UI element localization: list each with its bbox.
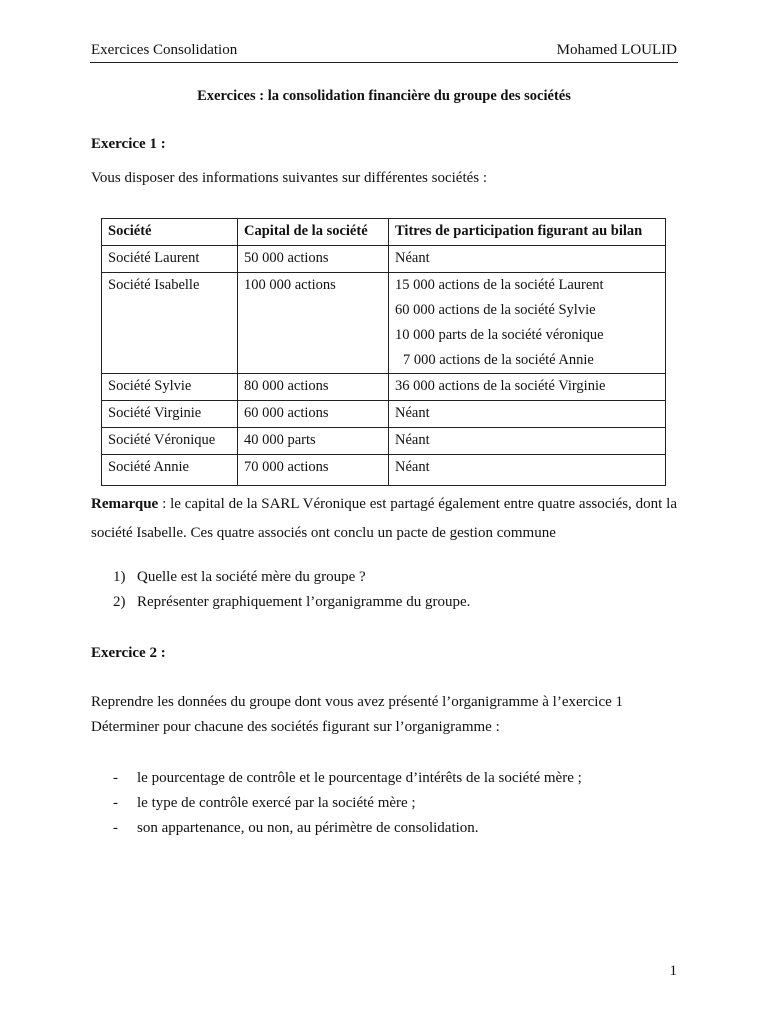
cell-titres: 36 000 actions de la société Virginie [389, 374, 666, 401]
cell-capital: 50 000 actions [238, 246, 389, 273]
question-number: 1) [113, 569, 126, 585]
titre-line: 7 000 actions de la société Annie [403, 352, 594, 368]
document-title: Exercices : la consolidation financière du groupe des sociétés [197, 88, 571, 104]
cell-societe: Société Laurent [102, 246, 238, 273]
bullet-item [113, 795, 416, 812]
header-left: Exercices Consolidation [91, 42, 238, 58]
cell-capital: 70 000 actions [238, 455, 389, 486]
bullet-text: son appartenance, ou non, au périmètre de consolidation. [137, 820, 479, 836]
cell-societe: Société Véronique [102, 428, 238, 455]
question-text: Représenter graphiquement l’organigramme du groupe. [137, 594, 471, 610]
cell-titres: Néant [389, 246, 666, 273]
titre-line: 60 000 actions de la société Sylvie [395, 302, 596, 318]
bullet-dash: - [113, 795, 118, 811]
titre-line: 15 000 actions de la société Laurent [395, 277, 604, 293]
titre-line: 10 000 parts de la société véronique [395, 327, 604, 343]
exercise-1-heading: Exercice 1 : [91, 136, 166, 152]
cell-titres: Néant [389, 428, 666, 455]
table-row [102, 455, 666, 486]
col-header-societe: Société [102, 219, 238, 246]
bullet-dash: - [113, 770, 118, 786]
question-item [113, 569, 366, 586]
header-rule [90, 62, 678, 63]
table-row [102, 428, 666, 455]
bullet-text: le pourcentage de contrôle et le pourcentage d’intérêts de la société mère ; [137, 770, 582, 786]
cell-societe: Société Annie [102, 455, 238, 486]
header-right: Mohamed LOULID [556, 42, 677, 58]
cell-societe: Société Virginie [102, 401, 238, 428]
col-header-capital: Capital de la société [238, 219, 389, 246]
remark-label: Remarque [91, 496, 159, 512]
table-row [102, 374, 666, 401]
table-row [102, 401, 666, 428]
page-number: 1 [669, 963, 677, 979]
companies-table [101, 218, 666, 486]
exercise-1-intro: Vous disposer des informations suivantes sur différentes sociétés : [91, 170, 488, 186]
col-header-titres: Titres de participation figurant au bilan [389, 219, 666, 246]
exercise-2-heading: Exercice 2 : [91, 645, 166, 661]
exercise-2-line-2: Déterminer pour chacune des sociétés figurant sur l’organigramme : [91, 719, 500, 735]
cell-societe: Société Sylvie [102, 374, 238, 401]
bullet-item [113, 770, 582, 787]
cell-capital: 40 000 parts [238, 428, 389, 455]
cell-titres: Néant [389, 401, 666, 428]
question-text: Quelle est la société mère du groupe ? [137, 569, 366, 585]
cell-capital: 100 000 actions [238, 273, 389, 374]
cell-titres [389, 273, 666, 374]
question-item [113, 594, 470, 611]
cell-capital: 60 000 actions [238, 401, 389, 428]
table-row [102, 273, 666, 374]
cell-titres: Néant [389, 455, 666, 486]
bullet-text: le type de contrôle exercé par la société mère ; [137, 795, 416, 811]
exercise-2-line-1: Reprendre les données du groupe dont vous avez présenté l’organigramme à l’exercice 1 [91, 694, 624, 710]
cell-capital: 80 000 actions [238, 374, 389, 401]
cell-societe: Société Isabelle [102, 273, 238, 374]
remark-text: : le capital de la SARL Véronique est partagé également entre quatre associés, dont la société Isabelle. Ces quatre associés ont conclu un pacte de gestion commune [91, 496, 677, 541]
bullet-item [113, 820, 479, 837]
question-number: 2) [113, 594, 126, 610]
table-row [102, 246, 666, 273]
remark-paragraph [91, 490, 677, 548]
bullet-dash: - [113, 820, 118, 836]
table-header-row [102, 219, 666, 246]
